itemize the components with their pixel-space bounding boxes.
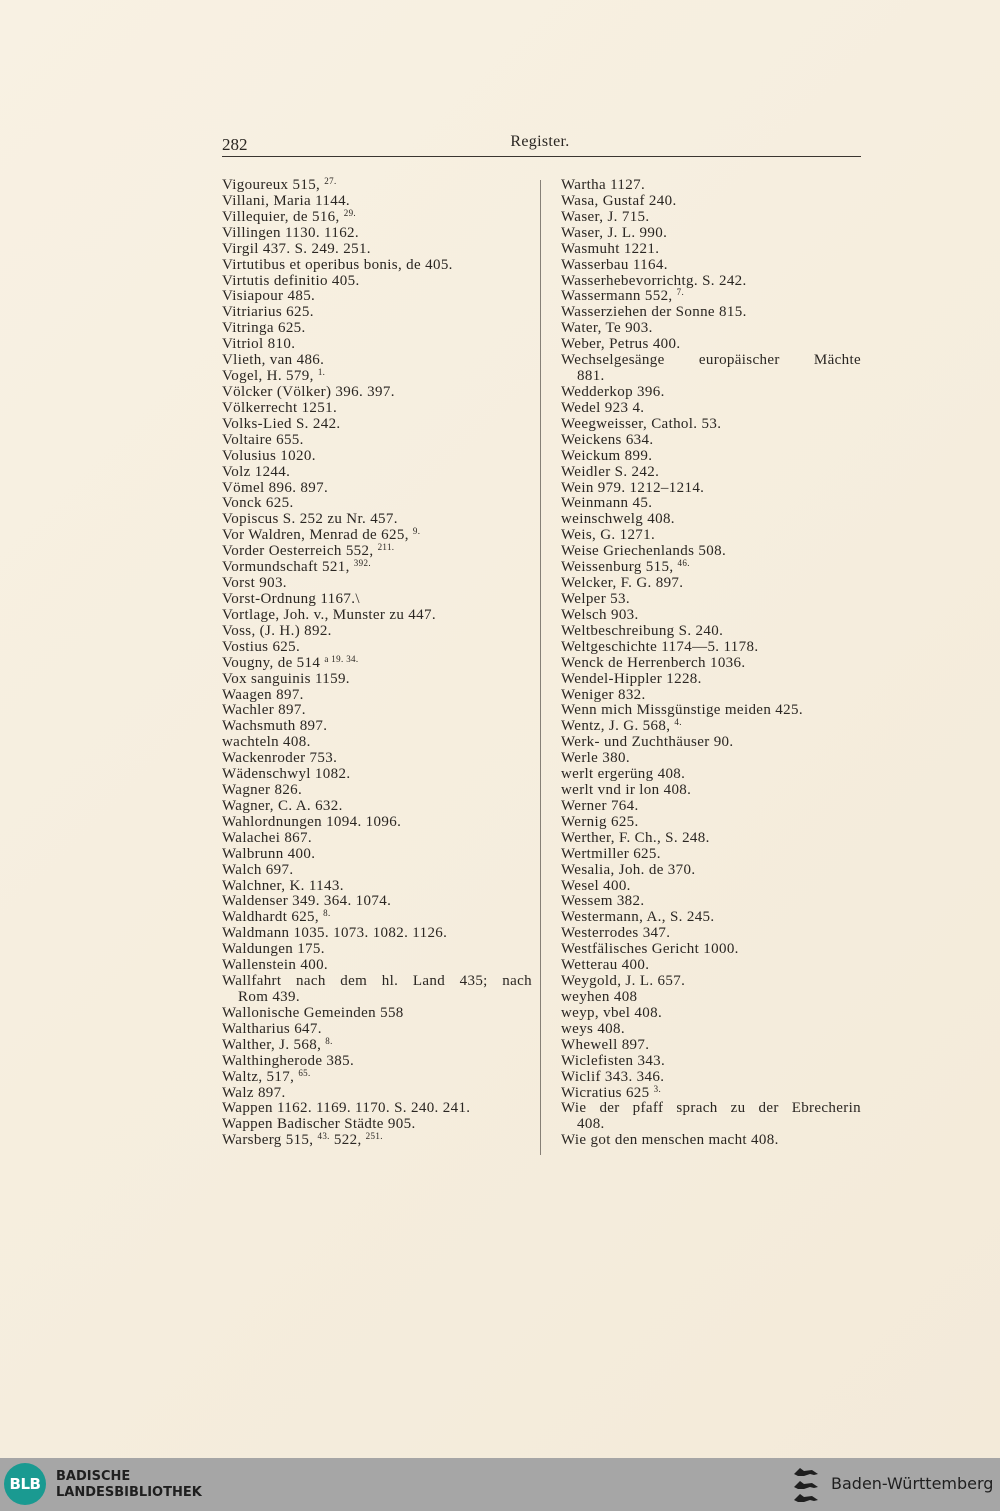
index-entry: [222, 942, 532, 958]
entry-text: weyp, vbel 408.: [561, 1004, 663, 1021]
entry-text: Weniger 832.: [561, 686, 646, 703]
entry-text: Vor Waldren, Menrad de 625,: [222, 527, 413, 544]
entry-text: Wasserhebevorrichtg. S. 242.: [561, 272, 747, 289]
index-entry: [222, 783, 532, 799]
baden-wuerttemberg-lions-icon: [790, 1465, 822, 1505]
entry-text: Weber, Petrus 400.: [561, 336, 681, 353]
blb-logo-badge[interactable]: BLB: [4, 1463, 46, 1505]
index-entry: [222, 465, 532, 481]
index-entry: [561, 942, 861, 958]
index-entry: [222, 496, 532, 512]
index-entry: [561, 640, 861, 656]
entry-text: Wetterau 400.: [561, 957, 650, 974]
entry-text: Westfälisches Gericht 1000.: [561, 941, 739, 958]
entry-text: wachteln 408.: [222, 734, 311, 751]
index-entry: [222, 926, 532, 942]
index-entry: [561, 735, 861, 751]
index-entry: [561, 926, 861, 942]
entry-text: Westermann, A., S. 245.: [561, 909, 715, 926]
index-entry: [561, 417, 861, 433]
index-entry: [561, 178, 861, 194]
entry-text: Weygold, J. L. 657.: [561, 973, 686, 990]
entry-text: Virgil 437. S. 249. 251.: [222, 240, 371, 257]
index-entry-continuation: [561, 1117, 861, 1133]
entry-text: Vorder Oesterreich 552,: [222, 543, 378, 560]
index-entry: [561, 799, 861, 815]
entry-text: Wiclif 343. 346.: [561, 1068, 665, 1085]
index-entry: [222, 751, 532, 767]
index-entry: [561, 210, 861, 226]
index-entry: [561, 863, 861, 879]
index-entry: [561, 465, 861, 481]
entry-text: Wallonische Gemeinden 558: [222, 1004, 404, 1021]
entry-text: Weidler S. 242.: [561, 463, 660, 480]
index-entry: [561, 1101, 861, 1117]
index-entry: [561, 592, 861, 608]
entry-text: Vitriol 810.: [222, 336, 296, 353]
entry-text: Water, Te 903.: [561, 320, 653, 337]
index-entry: [561, 226, 861, 242]
index-entry: [222, 417, 532, 433]
entry-text: Villingen 1130. 1162.: [222, 224, 359, 241]
entry-text: Warsberg 515,: [222, 1132, 318, 1149]
index-entry: [561, 672, 861, 688]
index-entry: [561, 481, 861, 497]
index-entry: [222, 767, 532, 783]
index-entry: [222, 879, 532, 895]
entry-text: Weis, G. 1271.: [561, 527, 656, 544]
entry-text: Wachsmuth 897.: [222, 718, 328, 735]
index-entry: [561, 576, 861, 592]
entry-text: Völkerrecht 1251.: [222, 399, 338, 416]
index-entry: [222, 1133, 532, 1149]
index-entry: [561, 815, 861, 831]
entry-text: Westerrodes 347.: [561, 925, 671, 942]
entry-text: Wasmuht 1221.: [561, 240, 660, 257]
entry-text: Wechselgesänge europäischer Mächte: [561, 352, 861, 369]
entry-text: Vormundschaft 521,: [222, 559, 354, 576]
entry-text: Vostius 625.: [222, 638, 301, 655]
entry-text: Vougny, de 514: [222, 654, 325, 671]
page-number: 282: [222, 135, 248, 154]
entry-text: Wessem 382.: [561, 893, 645, 910]
entry-text: Wenck de Herrenberch 1036.: [561, 654, 746, 671]
entry-superscript: 43.: [317, 1131, 330, 1142]
entry-superscript: 211.: [377, 542, 395, 553]
entry-text: Waldhardt 625,: [222, 909, 324, 926]
entry-text: Werk- und Zuchthäuser 90.: [561, 734, 734, 751]
entry-text: Walz 897.: [222, 1084, 286, 1101]
index-entry: [561, 1083, 861, 1102]
entry-text: Werle 380.: [561, 750, 630, 767]
index-entry: [561, 847, 861, 863]
index-entry: [561, 289, 861, 305]
entry-text: Voltaire 655.: [222, 431, 304, 448]
index-entry: [222, 305, 532, 321]
index-entry: [222, 863, 532, 879]
entry-text: weys 408.: [561, 1020, 625, 1037]
entry-text: Wagner 826.: [222, 782, 303, 799]
index-entry: [561, 1054, 861, 1070]
index-column-left: [222, 178, 532, 1149]
index-entry: [222, 831, 532, 847]
entry-text: Welper 53.: [561, 590, 630, 607]
entry-text: Volks-Lied S. 242.: [222, 415, 341, 432]
index-entry: [561, 974, 861, 990]
index-entry-continuation: [222, 990, 532, 1006]
index-entry: [561, 258, 861, 274]
entry-text: Walther, J. 568,: [222, 1036, 326, 1053]
entry-text: werlt ergerüng 408.: [561, 766, 686, 783]
entry-text: Vopiscus S. 252 zu Nr. 457.: [222, 511, 398, 528]
blb-logo-text[interactable]: [56, 1469, 202, 1501]
index-entry: [561, 719, 861, 735]
entry-text: Waltz, 517,: [222, 1068, 299, 1085]
index-entry: [561, 496, 861, 512]
entry-text: Vitringa 625.: [222, 320, 306, 337]
index-entry: [222, 576, 532, 592]
index-entry: [222, 258, 532, 274]
index-entry: [561, 321, 861, 337]
entry-text: Wie der pfaff sprach zu der Ebrecherin: [561, 1100, 861, 1117]
entry-text: Waser, J. 715.: [561, 208, 650, 225]
entry-text: 408.: [577, 1116, 605, 1133]
entry-text: Weinmann 45.: [561, 495, 653, 512]
entry-text: Waldenser 349. 364. 1074.: [222, 893, 392, 910]
entry-text: Werther, F. Ch., S. 248.: [561, 829, 710, 846]
index-entry: [561, 879, 861, 895]
index-entry: [561, 1070, 861, 1086]
index-entry: [222, 274, 532, 290]
entry-text: Wertmiller 625.: [561, 845, 661, 862]
entry-text: Wedderkop 396.: [561, 383, 665, 400]
index-entry: [222, 1101, 532, 1117]
entry-superscript: 251.: [365, 1131, 383, 1142]
entry-text: Walchner, K. 1143.: [222, 877, 344, 894]
entry-text: Visiapour 485.: [222, 288, 316, 305]
entry-text: Wendel-Hippler 1228.: [561, 670, 702, 687]
entry-text: Wasa, Gustaf 240.: [561, 192, 677, 209]
index-entry: [222, 207, 532, 226]
entry-text: Vorst-Ordnung 1167.\: [222, 590, 360, 607]
index-entry: [222, 1022, 532, 1038]
index-entry: [222, 194, 532, 210]
index-entry: [222, 385, 532, 401]
entry-text: weinschwelg 408.: [561, 511, 675, 528]
index-entry: [222, 799, 532, 815]
entry-text: Whewell 897.: [561, 1036, 650, 1053]
entry-text: Weltbeschreibung S. 240.: [561, 622, 724, 639]
entry-text: weyhen 408: [561, 989, 638, 1006]
index-entry: [222, 688, 532, 704]
index-entry: [561, 1022, 861, 1038]
index-entry: [222, 481, 532, 497]
entry-text: Werner 764.: [561, 797, 639, 814]
index-entry: [222, 735, 532, 751]
index-entry: [561, 512, 861, 528]
index-entry: [222, 1067, 532, 1086]
index-entry: [222, 226, 532, 242]
entry-text: Weise Griechenlands 508.: [561, 543, 727, 560]
entry-text: Volz 1244.: [222, 463, 291, 480]
index-entry: [222, 289, 532, 305]
index-entry: [222, 353, 532, 369]
entry-superscript: 1.: [317, 367, 326, 378]
entry-text: Virtutis definitio 405.: [222, 272, 360, 289]
entry-text: Waltharius 647.: [222, 1020, 322, 1037]
entry-text: Vlieth, van 486.: [222, 352, 325, 369]
index-entry: [222, 624, 532, 640]
entry-text: werlt vnd ir lon 408.: [561, 782, 692, 799]
entry-text: 881.: [577, 368, 605, 385]
entry-text: Vortlage, Joh. v., Munster zu 447.: [222, 606, 436, 623]
entry-text: Vox sanguinis 1159.: [222, 670, 350, 687]
index-entry: [222, 178, 532, 194]
index-entry: [561, 560, 861, 576]
entry-text: Weickens 634.: [561, 431, 654, 448]
entry-superscript: 65.: [298, 1067, 311, 1078]
index-entry: [222, 847, 532, 863]
index-entry: [222, 512, 532, 528]
entry-text: Wenn mich Missgünstige meiden 425.: [561, 702, 803, 719]
entry-text: Welcker, F. G. 897.: [561, 575, 684, 592]
index-entry: [561, 894, 861, 910]
index-entry: [561, 1006, 861, 1022]
header-rule: [222, 156, 861, 157]
entry-text: Vömel 896. 897.: [222, 479, 329, 496]
index-entry: [561, 1133, 861, 1149]
index-entry: [561, 688, 861, 704]
index-entry: [561, 305, 861, 321]
index-entry: [222, 592, 532, 608]
index-entry: [561, 703, 861, 719]
index-entry: [222, 321, 532, 337]
index-entry: [561, 385, 861, 401]
index-entry: [561, 353, 861, 369]
entry-text: Wädenschwyl 1082.: [222, 766, 351, 783]
index-entry: [222, 560, 532, 576]
index-entry: [222, 449, 532, 465]
blb-logo-line2: LANDESBIBLIOTHEK: [56, 1485, 202, 1500]
entry-text: Voss, (J. H.) 892.: [222, 622, 332, 639]
entry-superscript: 27.: [324, 176, 337, 186]
entry-text: Volusius 1020.: [222, 447, 316, 464]
index-entry: [561, 656, 861, 672]
index-entry: [561, 433, 861, 449]
entry-text: Welsch 903.: [561, 606, 639, 623]
entry-text: Weissenburg 515,: [561, 559, 678, 576]
index-entry: [561, 449, 861, 465]
entry-text: Wasserziehen der Sonne 815.: [561, 304, 747, 321]
entry-text: Weltgeschichte 1174—5. 1178.: [561, 638, 759, 655]
index-entry: [222, 1035, 532, 1054]
index-entry: [222, 640, 532, 656]
index-entry: [222, 672, 532, 688]
index-entry: [561, 544, 861, 560]
entry-superscript: 46.: [677, 558, 690, 569]
index-entry: [561, 608, 861, 624]
footer-bar: [0, 1458, 1000, 1511]
entry-text: Wassermann 552,: [561, 288, 677, 305]
entry-text: Wasserbau 1164.: [561, 256, 668, 273]
entry-text: Walthingherode 385.: [222, 1052, 355, 1069]
entry-text: Walachei 867.: [222, 829, 312, 846]
entry-text: Rom 439.: [238, 989, 300, 1006]
entry-text: Waldungen 175.: [222, 941, 325, 958]
entry-text: Wentz, J. G. 568,: [561, 718, 675, 735]
index-entry: [222, 703, 532, 719]
index-entry: [561, 528, 861, 544]
index-entry: [222, 910, 532, 926]
index-entry: [222, 1054, 532, 1070]
index-entry: [561, 194, 861, 210]
index-entry: [222, 1086, 532, 1102]
entry-text: Wackenroder 753.: [222, 750, 338, 767]
index-entry-continuation: [561, 369, 861, 385]
index-entry: [561, 783, 861, 799]
index-column-right: [561, 178, 861, 1149]
index-entry: [561, 1038, 861, 1054]
index-entry: [561, 624, 861, 640]
index-entry: [222, 653, 532, 672]
entry-text: Wachler 897.: [222, 702, 306, 719]
entry-text: Vogel, H. 579,: [222, 368, 318, 385]
index-entry: [561, 990, 861, 1006]
index-entry: [561, 242, 861, 258]
entry-text: Vitriarius 625.: [222, 304, 314, 321]
index-entry: [222, 719, 532, 735]
entry-text: Wernig 625.: [561, 813, 639, 830]
entry-text: Weegweisser, Cathol. 53.: [561, 415, 722, 432]
entry-superscript: 8.: [325, 1035, 333, 1046]
entry-text: Wesel 400.: [561, 877, 631, 894]
index-entry: [561, 958, 861, 974]
entry-text: 522,: [329, 1132, 366, 1149]
index-entry: [222, 401, 532, 417]
index-entry: [561, 337, 861, 353]
entry-superscript: 7.: [676, 287, 685, 298]
index-entry: [561, 767, 861, 783]
entry-text: Wahlordnungen 1094. 1096.: [222, 813, 402, 830]
entry-text: Wie got den menschen macht 408.: [561, 1132, 779, 1149]
entry-text: Waagen 897.: [222, 686, 304, 703]
entry-text: Wappen 1162. 1169. 1170. S. 240. 241.: [222, 1100, 471, 1117]
entry-text: Wallfahrt nach dem hl. Land 435; nach: [222, 973, 532, 990]
entry-superscript: a 19. 34.: [324, 653, 359, 664]
index-entry: [222, 337, 532, 353]
entry-text: Wedel 923 4.: [561, 399, 645, 416]
index-entry: [561, 401, 861, 417]
index-entry: [222, 1006, 532, 1022]
entry-superscript: 9.: [412, 526, 421, 537]
blb-logo-line1: BADISCHE: [56, 1469, 131, 1484]
index-entry: [222, 544, 532, 560]
entry-text: Weickum 899.: [561, 447, 653, 464]
index-entry: [222, 958, 532, 974]
index-entry: [222, 433, 532, 449]
entry-text: Wagner, C. A. 632.: [222, 797, 343, 814]
entry-superscript: 3.: [653, 1083, 662, 1094]
entry-text: Wesalia, Joh. de 370.: [561, 861, 696, 878]
column-divider: [540, 180, 541, 1155]
entry-text: Walbrunn 400.: [222, 845, 316, 862]
entry-text: Villani, Maria 1144.: [222, 192, 351, 209]
entry-text: Vonck 625.: [222, 495, 294, 512]
entry-text: Wiclefisten 343.: [561, 1052, 666, 1069]
entry-text: Vigoureux 515,: [222, 177, 325, 193]
index-entry: [222, 242, 532, 258]
entry-text: Wappen Badischer Städte 905.: [222, 1116, 416, 1133]
entry-text: Wallenstein 400.: [222, 957, 329, 974]
index-entry: [222, 369, 532, 385]
entry-text: Wartha 1127.: [561, 177, 646, 193]
entry-text: Walch 697.: [222, 861, 294, 878]
index-entry: [222, 608, 532, 624]
entry-superscript: 29.: [343, 207, 357, 218]
entry-text: Virtutibus et operibus bonis, de 405.: [222, 256, 453, 273]
entry-text: Wicratius 625: [561, 1084, 654, 1101]
running-head: Register.: [510, 133, 570, 150]
index-entry: [561, 751, 861, 767]
entry-text: Villequier, de 516,: [222, 208, 344, 225]
entry-text: Vorst 903.: [222, 575, 287, 592]
entry-text: Waser, J. L. 990.: [561, 224, 668, 241]
index-entry: [561, 831, 861, 847]
index-entry: [561, 910, 861, 926]
baden-wuerttemberg-logo-text[interactable]: Baden-Württemberg: [831, 1474, 994, 1493]
entry-superscript: 4.: [674, 717, 682, 728]
entry-superscript: 8.: [323, 908, 331, 919]
entry-text: Wein 979. 1212–1214.: [561, 479, 705, 496]
entry-superscript: 392.: [353, 558, 371, 569]
index-entry: [222, 974, 532, 990]
entry-text: Völcker (Völker) 396. 397.: [222, 383, 395, 400]
index-entry: [222, 815, 532, 831]
entry-text: Waldmann 1035. 1073. 1082. 1126.: [222, 925, 448, 942]
